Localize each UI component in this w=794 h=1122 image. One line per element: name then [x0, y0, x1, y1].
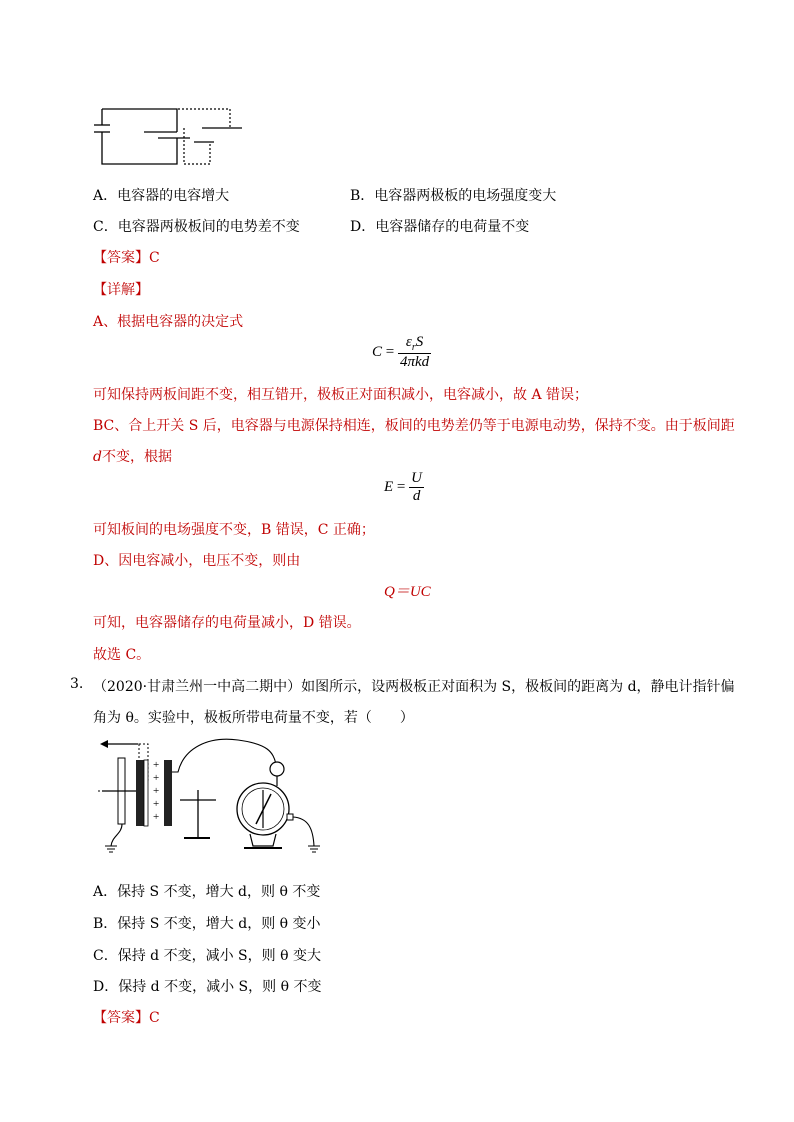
formula-charge: Q＝UC — [384, 584, 431, 600]
q2-detail-line-6: 可知，电容器储存的电荷量减小，D 错误。 — [93, 615, 361, 631]
q2-detail-label: 【详解】 — [93, 282, 149, 298]
svg-text:+: + — [153, 772, 160, 784]
q3-option-a: A．保持 S 不变，增大 d，则 θ 不变 — [93, 884, 321, 900]
svg-text:+: + — [153, 811, 160, 823]
q3-option-d: D．保持 d 不变，减小 S，则 θ 不变 — [93, 979, 322, 995]
q2-option-c: C．电容器两极板间的电势差不变 — [93, 219, 300, 235]
q2-detail-line-3b: d不变，根据 — [93, 449, 172, 465]
q3-stem-line-2: 角为 θ。实验中，极板所带电荷量不变，若（ ） — [93, 710, 414, 726]
q2-detail-line-3a: BC、合上开关 S 后，电容器与电源保持相连，板间的电势差仍等于电源电动势，保持不变。由于板间距 — [93, 418, 735, 434]
q3-answer: 【答案】C — [93, 1010, 160, 1026]
q2-detail-line-1: A、根据电容器的决定式 — [93, 314, 244, 330]
svg-text:+: + — [153, 798, 160, 810]
q2-detail-line-5: D、因电容减小，电压不变，则由 — [93, 553, 301, 569]
q2-option-a: A．电容器的电容增大 — [93, 188, 230, 204]
q3-option-c: C．保持 d 不变，减小 S，则 θ 变大 — [93, 948, 321, 964]
formula-capacitance-numerator: $\varepsilon_rS$ — [398, 334, 431, 354]
q2-option-d: D．电容器储存的电荷量不变 — [350, 219, 530, 235]
svg-text:+: + — [153, 759, 160, 771]
q3-stem-line-1: （2020·甘肃兰州一中高二期中）如图所示，设两极板正对面积为 S，极板间的距离为 d，静电计指针偏 — [93, 679, 735, 695]
q3-number: 3. — [70, 676, 84, 692]
svg-text:+: + — [153, 785, 160, 797]
formula-capacitance-denominator: 4πkd — [399, 354, 430, 370]
q2-option-b: B．电容器两极板的电场强度变大 — [350, 188, 557, 204]
q2-answer: 【答案】C — [93, 250, 160, 266]
q2-detail-line-2: 可知保持两板间距不变，相互错开，极板正对面积减小，电容减小，故 A 错误； — [93, 387, 589, 403]
circuit-diagram — [92, 102, 252, 172]
formula-field-numerator: U — [411, 470, 422, 486]
electrometer-diagram — [98, 738, 328, 860]
q2-detail-line-4: 可知板间的电场强度不变，B 错误，C 正确； — [93, 522, 375, 538]
q3-option-b: B．保持 S 不变，增大 d，则 θ 变小 — [93, 916, 321, 932]
formula-field-strength: E = $\frac{U}{d}$ — [384, 470, 422, 504]
formula-field-denominator: d — [412, 488, 421, 504]
formula-capacitance: C = $\frac{\varepsilon_rS}{\text{4πkd}}$ — [372, 334, 430, 370]
q2-detail-line-7: 故选 C。 — [93, 647, 151, 663]
